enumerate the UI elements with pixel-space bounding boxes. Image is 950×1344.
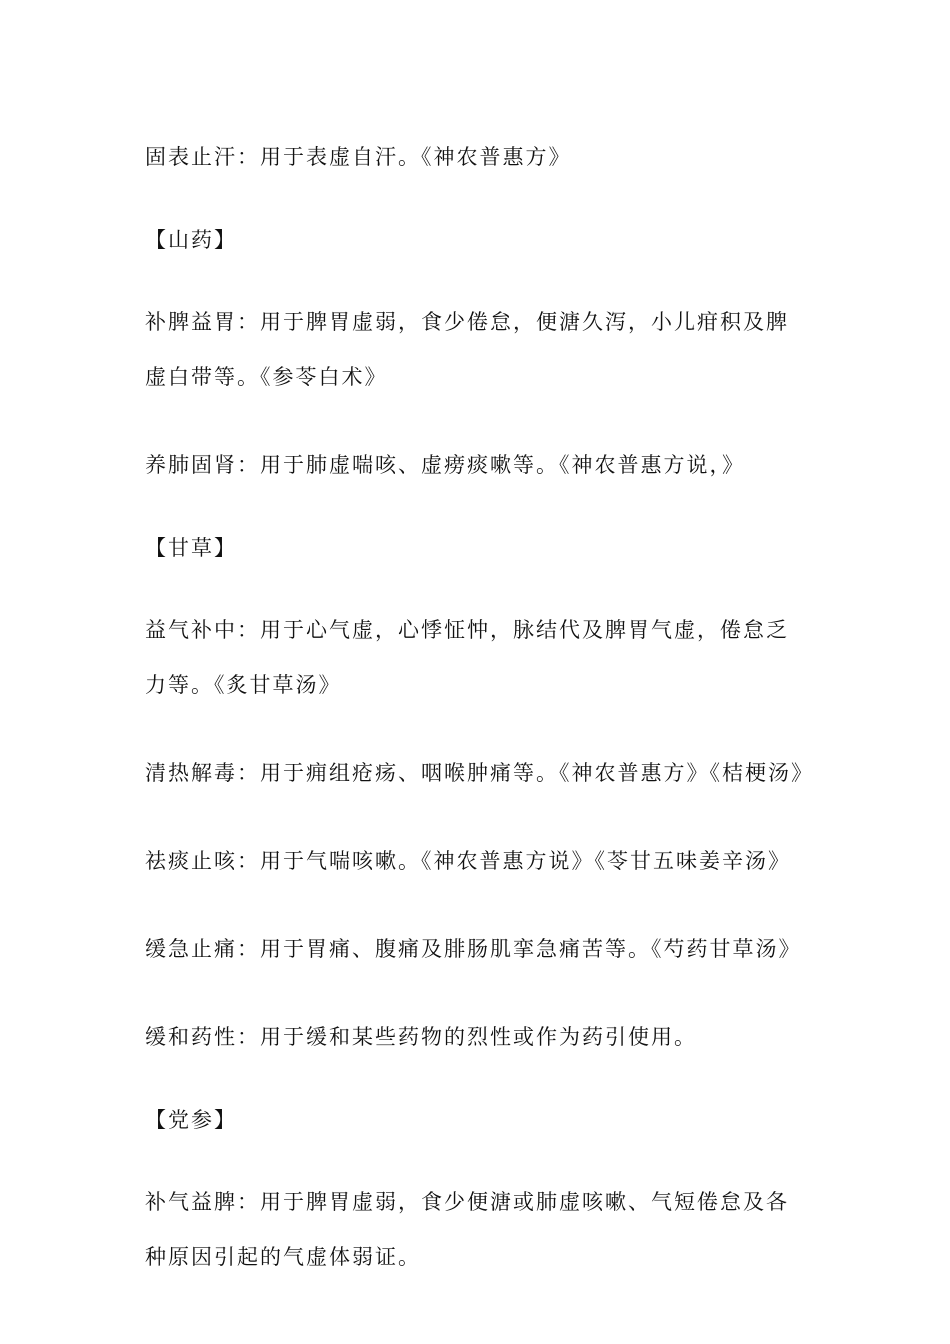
paragraph-guben-zhihan: 固表止汗：用于表虚自汗。《神农普惠方》 xyxy=(145,145,572,169)
paragraph-yangfei-gushen: 养肺固肾：用于肺虚喘咳、虚痨痰嗽等。《神农普惠方说，》 xyxy=(145,453,745,477)
paragraph-qingre-jiedu: 清热解毒：用于痈组疮疡、咽喉肿痛等。《神农普惠方》《桔梗汤》 xyxy=(145,761,814,785)
paragraph-huanhe-yaoxing: 缓和药性：用于缓和某些药物的烈性或作为药引使用。 xyxy=(145,1025,697,1049)
paragraph-huanji-zhitong: 缓急止痛：用于胃痛、腹痛及腓肠肌挛急痛苦等。《芍药甘草汤》 xyxy=(145,937,802,961)
section-heading-dangshen: 【党参】 xyxy=(145,1108,237,1132)
document-body xyxy=(145,130,814,1285)
section-heading-gancao: 【甘草】 xyxy=(145,536,237,560)
paragraph-yiqi-buzhong: 益气补中：用于心气虚，心悸怔忡，脉结代及脾胃气虚，倦怠乏力等。《炙甘草汤》 xyxy=(145,618,789,697)
paragraph-buqi-yipi: 补气益脾：用于脾胃虚弱，食少便溏或肺虚咳嗽、气短倦怠及各种原因引起的气虚体弱证。 xyxy=(145,1190,789,1269)
paragraph-qutan-zhike: 祛痰止咳：用于气喘咳嗽。《神农普惠方说》《苓甘五味姜辛汤》 xyxy=(145,849,791,873)
paragraph-bupi-yiwei: 补脾益胃：用于脾胃虚弱，食少倦怠，便溏久泻，小儿疳积及脾虚白带等。《参苓白术》 xyxy=(145,310,789,389)
section-heading-shanyao: 【山药】 xyxy=(145,228,237,252)
